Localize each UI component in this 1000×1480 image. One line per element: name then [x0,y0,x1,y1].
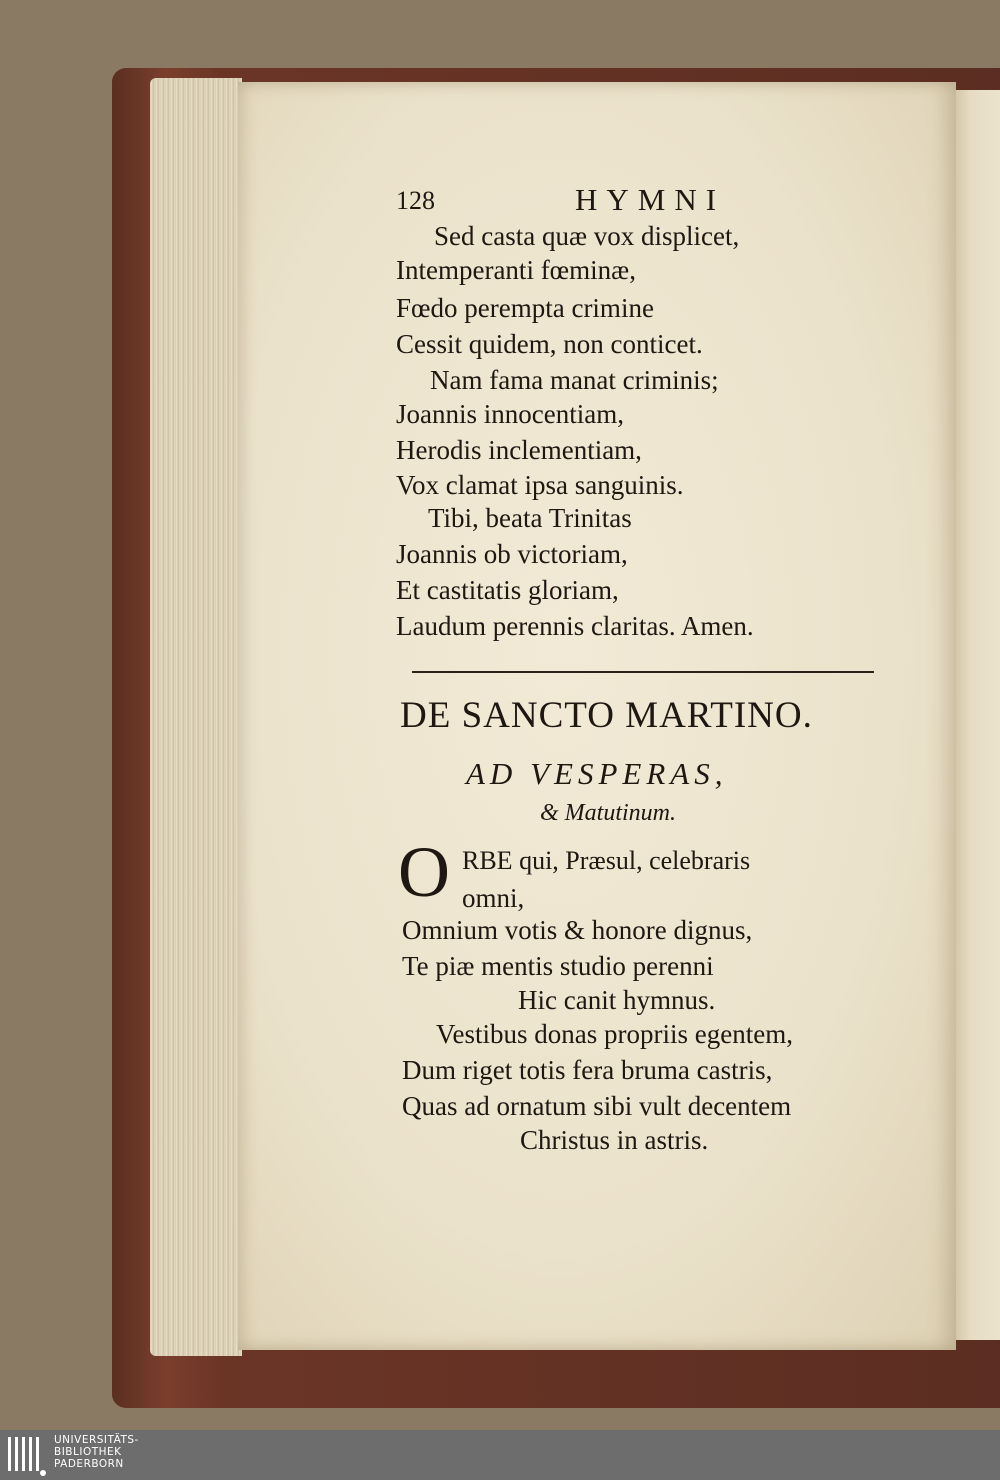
verse-line: Herodis inclementiam, [396,435,642,465]
verse-line: Vestibus donas propriis egentem, [436,1019,793,1049]
section-title: DE SANCTO MARTINO. [400,695,813,736]
page-edges [150,78,242,1356]
library-name-line: UNIVERSITÄTS- [54,1434,139,1446]
page-number: 128 [396,186,435,215]
verse-line: omni, [462,883,525,913]
facing-page-edge [950,90,1000,1340]
section-divider [412,671,874,673]
running-head: HYMNI [575,182,726,217]
verse-line: Sed casta quæ vox displicet, [434,221,740,251]
verse-line: Omnium votis & honore dignus, [402,915,753,945]
library-name-line: PADERBORN [54,1458,124,1470]
library-name [54,1434,139,1470]
section-subtitle-2: & Matutinum. [540,800,676,826]
library-name-line: BIBLIOTHEK [54,1446,122,1458]
verse-line: Dum riget totis fera bruma castris, [402,1055,773,1085]
verse-line: Nam fama manat criminis; [430,365,719,395]
verse-line: Joannis ob victoriam, [396,539,628,569]
verse-line: Fœdo perempta crimine [396,293,654,323]
verse-line: Quas ad ornatum sibi vult decentem [402,1091,792,1121]
verse-line: Intemperanti fœminæ, [396,255,636,285]
library-logo-icon [6,1433,46,1477]
verse-line: Laudum perennis claritas. Amen. [396,611,754,641]
verse-line: Tibi, beata Trinitas [428,503,632,533]
verse-line: Joannis innocentiam, [396,399,624,429]
drop-capital: O [398,832,450,912]
verse-line: Et castitatis gloriam, [396,575,619,605]
verse-line: Hic canit hymnus. [518,985,716,1015]
verse-first-line: RBE qui, Præsul, celebraris [462,846,751,875]
verse-line: Vox clamat ipsa sanguinis. [396,470,684,500]
section-subtitle: AD VESPERAS, [466,756,728,791]
library-footer [0,1430,1000,1480]
verse-line: Te piæ mentis studio perenni [402,951,714,981]
verse-line: Cessit quidem, non conticet. [396,329,703,359]
verse-line: Christus in astris. [520,1125,709,1155]
